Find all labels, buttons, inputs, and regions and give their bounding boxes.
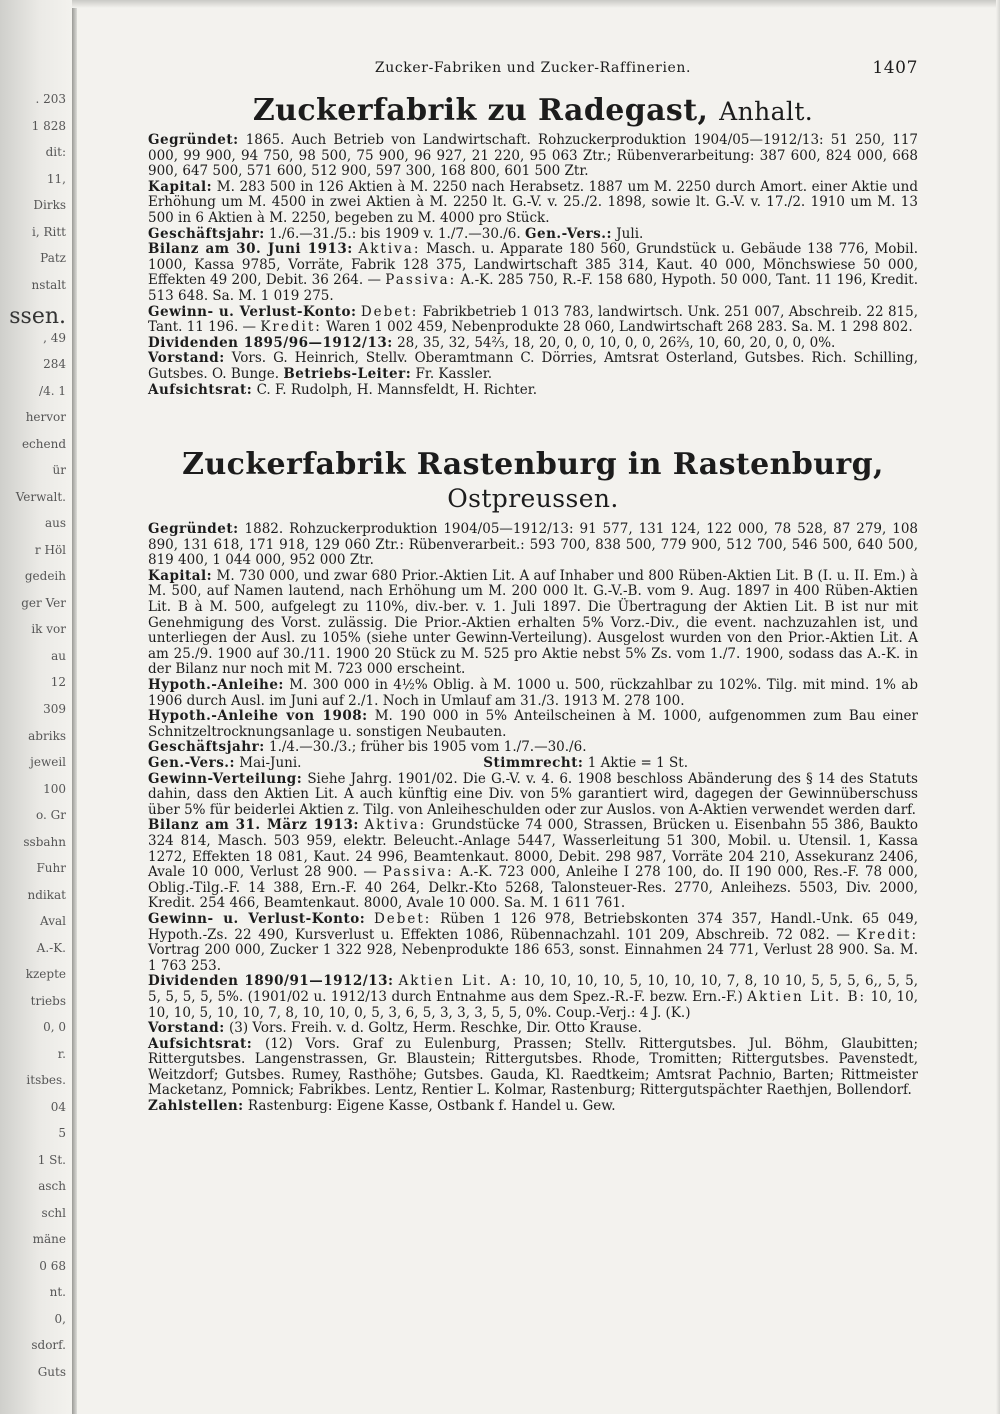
adjacent-page-fragment: Patz: [40, 251, 66, 265]
adjacent-page-fragment: ger Ver: [21, 596, 66, 610]
entry-title-region: Anhalt.: [719, 97, 814, 126]
section-text: 1882. Rohzuckerproduktion 1904/05—1912/13: 91 577, 131 124, 122 000, 78 528, 87 279, 108 890, 131 618, 171 918, 129 060 Ztr.: Rübenverarbeit.: 593 700, 838 500, 779 900, 512 700, 546 500, 640 500, 819 400, 1 044 000, 952 000 Ztr.: [148, 521, 919, 569]
section-text: Fr. Kassler.: [415, 365, 492, 382]
adjacent-page-fragment: Guts: [37, 1365, 66, 1379]
section-geschaeftsjahr: [148, 227, 918, 243]
running-head-title: Zucker-Fabriken und Zucker-Raffinerien.: [374, 60, 692, 76]
section-label: Geschäftsjahr:: [148, 225, 265, 242]
adjacent-page-fragment: r.: [57, 1047, 66, 1061]
div-b-label: Aktien Lit. B:: [747, 988, 867, 1005]
adjacent-page-fragment: Dirks: [33, 198, 66, 212]
section-label: Bilanz am 30. Juni 1913:: [148, 241, 353, 258]
entry-title: [148, 448, 918, 514]
section-gewinn-verlust: [148, 912, 918, 974]
section-aufsichtsrat: [148, 383, 918, 399]
stimmrecht-group: [483, 756, 688, 772]
adjacent-page-fragment: triebs: [30, 994, 66, 1008]
adjacent-page-fragment: 1 St.: [37, 1153, 66, 1167]
section-text: (3) Vors. Freih. v. d. Goltz, Herm. Reschke, Dir. Otto Krause.: [228, 1020, 642, 1037]
section-label: Kapital:: [148, 567, 213, 584]
section-text: 1./6.—31./5.: bis 1909 v. 1./7.—30./6.: [268, 225, 521, 242]
section-label: Gewinn- u. Verlust-Konto:: [148, 303, 357, 320]
genvers-group: [148, 756, 301, 772]
section-aufsichtsrat: [148, 1037, 918, 1099]
adjacent-page-fragment: schl: [41, 1206, 66, 1220]
aktiva-label: Aktiva:: [364, 817, 427, 834]
adjacent-page-fragment: ür: [52, 463, 66, 477]
section-label: Stimmrecht:: [483, 755, 584, 771]
adjacent-page-fragment: Aval: [40, 914, 66, 928]
section-text: A.-K. 285 750, R.-F. 158 680, Hypoth. 50 000, Tant. 11 196, Kredit. 513 648. Sa. M. 1 019 275.: [148, 272, 919, 304]
section-label: Vorstand:: [148, 350, 225, 367]
adjacent-page-fragment: 284: [43, 357, 66, 371]
adjacent-page-fragment: . 203: [35, 92, 66, 106]
debet-label: Debet:: [373, 910, 432, 927]
adjacent-page-fragment: 0 68: [39, 1259, 66, 1273]
page-number: 1407: [872, 58, 918, 78]
debet-label: Debet:: [360, 303, 419, 320]
section-label: Gen.-Vers.:: [524, 225, 612, 242]
section-kapital: [148, 569, 918, 678]
adjacent-page-fragment: jeweil: [30, 755, 66, 769]
section-hypoth-anleihe-1908: [148, 709, 918, 740]
section-kapital: [148, 180, 918, 227]
section-label: Dividenden 1895/96—1912/13:: [148, 334, 393, 351]
section-text: 1./4.—30./3.; früher bis 1905 vom 1./7.—30./6.: [268, 739, 587, 756]
section-text: Fabrikbetrieb 1 013 783, landwirtsch. Unk. 251 007, Abschreib. 22 815, Tant. 11 196. —: [148, 303, 919, 336]
section-text: M. 730 000, und zwar 680 Prior.-Aktien Lit. A auf Inhaber und 800 Rüben-Aktien Lit. B (I. u. II. Em.) à M. 500, auf Namen lautend, nach Erhöhung um M. 200 000 lt. G.-V.-B. vom 9. Aug. 1897 in 400 Rüben-Aktien Lit. B à M. 500, aufgelegt zu 110%, div.-ber. v. 1. Juli 1897. Die Übertragung der Aktien Lit. B ist nur mit Genehmigung des Vorst. zulässig. Die Prior.-Aktien erhalten 5% Vorz.-Div., die event. nachzuzahlen ist, und unterliegen der Ausl. zu 105% (siehe unter Gewinn-Verteilung). Ausgelost wurden von den Prior.-Aktien Lit. A am 25./9. 1900 auf 30./11. 1900 20 Stück zu M. 525 pro Aktie nebst 5% Zs. vom 1./7. 1900, sodass das A.-K. in der Bilanz nur noch mit M. 723 000 erscheint.: [148, 567, 918, 678]
section-text: 28, 35, 32, 54⅔, 18, 20, 0, 0, 10, 0, 0, 26⅔, 10, 60, 20, 0, 0, 0%.: [397, 334, 836, 351]
section-label: Betriebs-Leiter:: [283, 365, 412, 382]
adjacent-page-fragment: 309: [43, 702, 66, 716]
adjacent-page-fragment: hervor: [25, 410, 66, 424]
section-text: Vortrag 200 000, Zucker 1 322 928, Nebenprodukte 186 653, sonst. Einnahmen 24 771, Verlust 28 900. Sa. M. 1 763 253.: [148, 942, 918, 974]
section-text: Rüben 1 126 978, Betriebskonten 374 357, Handl.-Unk. 65 049, Hypoth.-Zs. 22 490, Kursverlust u. Effekten 1086, Rübennachzahl. 101 209, Abschreib. 72 082. —: [148, 910, 918, 943]
section-label: Aufsichtsrat:: [148, 1035, 253, 1052]
section-text: Waren 1 002 459, Nebenprodukte 28 060, Landwirtschaft 268 283. Sa. M. 1 298 802.: [326, 319, 913, 336]
adjacent-page-fragment: ssen.: [9, 304, 66, 329]
section-dividenden: [148, 336, 918, 352]
adjacent-page-fragment: au: [51, 649, 66, 663]
adjacent-page-fragment: gedeih: [24, 569, 66, 583]
section-text: C. F. Rudolph, H. Mannsfeldt, H. Richter.: [256, 381, 537, 398]
adjacent-page-fragment: ik vor: [31, 622, 66, 636]
passiva-label: Passiva:: [385, 272, 457, 289]
adjacent-page-fragment: sdorf.: [31, 1338, 66, 1352]
adjacent-page-fragment: /4. 1: [39, 384, 66, 398]
section-label: Aufsichtsrat:: [148, 381, 253, 398]
page-right-edge: [996, 0, 1000, 1414]
adjacent-page-strip: [0, 0, 72, 1414]
section-text: 1865. Auch Betrieb von Landwirtschaft. Rohzuckerproduktion 1904/05—1912/13: 51 250, 117 000, 99 900, 94 750, 98 500, 75 900, 96 927, 21 220, 95 063 Ztr.; Rübenverarbeitung: 387 600, 824 000, 668 900, 647 500, 571 600, 512 900, 597 300, 168 800, 601 500 Ztr.: [148, 132, 918, 180]
adjacent-page-fragment: 04: [50, 1100, 66, 1114]
section-genvers-stimmrecht: [148, 756, 918, 772]
adjacent-page-fragment: ssbahn: [23, 835, 66, 849]
entry-title-region: Ostpreussen.: [447, 484, 619, 514]
page-top-edge: [72, 0, 1000, 8]
section-gewinn-verteilung: [148, 772, 918, 819]
book-gutter: [72, 0, 77, 1414]
adjacent-page-fragment: o. Gr: [36, 808, 66, 822]
section-text: 10, 10, 10, 10, 5, 10, 10, 7, 8, 10, 10, 0, 5, 3, 6, 5, 3, 3, 3, 5, 5, 0%. Coup.-Verj.: 4 J. (K.): [148, 988, 918, 1021]
adjacent-page-fragment: A.-K.: [36, 941, 66, 955]
adjacent-page-fragment: itsbes.: [26, 1073, 66, 1087]
kredit-label: Kredit:: [260, 319, 322, 336]
div-a-label: Aktien Lit. A:: [398, 973, 519, 990]
section-label: Geschäftsjahr:: [148, 739, 265, 756]
adjacent-page-fragment: 11,: [46, 172, 66, 186]
entry-rastenburg: [148, 448, 918, 1115]
adjacent-page-fragment: nstalt: [31, 278, 66, 292]
section-label: Hypoth.-Anleihe:: [148, 677, 284, 694]
section-geschaeftsjahr: [148, 740, 918, 756]
section-label: Gegründet:: [148, 132, 239, 148]
adjacent-page-fragment: mäne: [32, 1232, 66, 1246]
section-text: Vors. G. Heinrich, Stellv. Oberamtmann C. Dörries, Amtsrat Osterland, Gutsbes. Rich. Schilling, Gutsbes. O. Bunge.: [148, 350, 918, 382]
section-text: Mai-Juni.: [239, 755, 302, 771]
section-label: Zahlstellen:: [148, 1098, 244, 1115]
section-text: M. 283 500 in 126 Aktien à M. 2250 nach Herabsetz. 1887 um M. 2250 durch Amort. einer Aktie und Erhöhung um M. 4500 in zwei Aktien à M. 2250 lt. G.-V. v. 25./2. 1898, sowie lt. G.-V. v. 17./2. 1910 um M. 13 500 in 6 Aktien à M. 2250, begeben zu M. 4000 pro Stück.: [148, 178, 919, 226]
adjacent-page-fragment: Verwalt.: [15, 490, 66, 504]
adjacent-page-fragment: nt.: [49, 1285, 66, 1299]
section-label: Gewinn- u. Verlust-Konto:: [148, 910, 366, 927]
adjacent-page-fragment: 12: [50, 675, 66, 689]
section-vorstand: [148, 1021, 918, 1037]
section-text: A.-K. 723 000, Anleihe I 278 100, do. II 190 000, Res.-F. 78 000, Oblig.-Tilg.-F. 14 388, Ern.-F. 40 264, Delkr.-Kto 5268, Talonsteuer-Res. 2770, Anleihezs. 5503, Div. 2000, Kredit. 254 466, Beamtenkaut. 8000, Avale 10 000. Sa. M. 1 611 761.: [148, 864, 919, 912]
section-label: Gen.-Vers.:: [148, 755, 235, 771]
section-label: Hypoth.-Anleihe von 1908:: [148, 708, 368, 725]
section-label: Dividenden 1890/91—1912/13:: [148, 973, 394, 990]
section-text: Rastenburg: Eigene Kasse, Ostbank f. Handel u. Gew.: [247, 1098, 616, 1115]
section-label: Gegründet:: [148, 521, 239, 538]
aktiva-label: Aktiva:: [358, 241, 421, 258]
section-label: Kapital:: [148, 178, 213, 195]
kredit-label: Kredit:: [856, 926, 919, 943]
adjacent-page-fragment: kzepte: [25, 967, 66, 981]
passiva-label: Passiva:: [382, 864, 454, 881]
running-head: [148, 58, 918, 88]
section-text: 10, 10, 10, 10, 5, 10, 10, 10, 7, 8, 10 10, 5, 5, 5, 6,, 5, 5, 5, 5, 5, 5, 5%. (1901/02 u. 1912/13 durch Entnahme aus dem Spez.-R.-F. bezw. Ern.-F.): [148, 973, 919, 1005]
entry-title: [148, 94, 918, 127]
adjacent-page-fragment: asch: [38, 1179, 66, 1193]
adjacent-page-fragment: dit:: [45, 145, 66, 159]
adjacent-page-fragment: i, Ritt: [32, 225, 66, 239]
adjacent-page-fragment: 0,: [54, 1312, 66, 1326]
section-label: Bilanz am 31. März 1913:: [148, 817, 359, 834]
section-dividenden: [148, 974, 918, 1021]
section-zahlstellen: [148, 1099, 918, 1115]
section-gegruendet: [148, 133, 918, 180]
section-hypoth-anleihe: [148, 678, 918, 709]
section-text: (12) Vors. Graf zu Eulenburg, Prassen; Stellv. Rittergutsbes. Jul. Böhm, Glaubitten; Rittergutsbes. Langenstrassen, Gr. Blaustein; Rittergutsbes. Rhode, Tromitten; Rittergutsbes. Pavenstedt, Weitzdorf; Gutsbes. Rumey, Rasthöhe; Gutsbes. Gauda, Kl. Raedtkeim; Amtsrat Pachnio, Barten; Rittmeister Macketanz, Pomnick; Fabrikbes. Lentz, Rentier L. Kolmar, Rastenburg; Rittergutspächter Raethjen, Bollendorf.: [148, 1035, 919, 1099]
entry-title-name: Zuckerfabrik zu Radegast,: [252, 93, 709, 128]
adjacent-page-fragment: 100: [43, 782, 66, 796]
adjacent-page-fragment: 0, 0: [43, 1020, 66, 1034]
adjacent-page-fragment: , 49: [43, 331, 66, 345]
section-text: Masch. u. Apparate 180 560, Grundstück u. Gebäude 138 776, Mobil. 1000, Kassa 9785, Vorräte, Fabrik 128 375, Landwirtschaft 385 314, Kaut. 40 000, Mönchswiese 50 000, Effekten 49 200, Debit. 36 264. —: [148, 241, 918, 289]
section-vorstand: [148, 351, 918, 382]
adjacent-page-fragment: Fuhr: [36, 861, 66, 875]
section-label: Gewinn-Verteilung:: [148, 770, 303, 787]
adjacent-page-fragment: aus: [44, 516, 66, 530]
section-text: 1 Aktie = 1 St.: [587, 755, 688, 771]
adjacent-page-fragment: abriks: [28, 729, 66, 743]
adjacent-page-fragment: 5: [58, 1126, 66, 1140]
section-text: M. 300 000 in 4½% Oblig. à M. 1000 u. 500, rückzahlbar zu 102%. Tilg. mit mind. 1% ab 1906 durch Ausl. im Juni auf 2./1. Noch in Umlauf am 31./3. 1913 M. 278 100.: [148, 677, 918, 709]
section-gewinn-verlust: [148, 305, 918, 336]
section-text: Grundstücke 74 000, Strassen, Brücken u. Eisenbahn 55 386, Baukto 324 814, Masch. 503 959, elektr. Beleucht.-Anlage 5447, Wasserleitung 51 300, Mobil. u. Utensil. 1, Kassa 1272, Effekten 18 081, Kaut. 24 996, Beamtenkaut. 8000, Debit. 298 987, Vorräte 204 210, Assekuranz 2406, Avale 10 000, Verlust 28 900. —: [148, 817, 918, 881]
section-bilanz: [148, 242, 918, 304]
adjacent-page-fragment: echend: [21, 437, 66, 451]
adjacent-page-fragment: 1 828: [31, 119, 66, 133]
section-text: M. 190 000 in 5% Anteilscheinen à M. 1000, aufgenommen zum Bau einer Schnitzeltrocknungsanlage u. sonstigen Neubauten.: [148, 708, 918, 740]
section-bilanz: [148, 818, 918, 912]
section-text: Siehe Jahrg. 1901/02. Die G.-V. v. 4. 6. 1908 beschloss Abänderung des § 14 des Statuts dahin, dass den Aktien Lit. A auch künftig eine Div. von 5% garantiert wird, dagegen der Gewinnüberschuss über 5% für beiderlei Aktien z. Tilg. von Anleiheschulden oder zur Auslos. von A-Aktien verwendet werden darf.: [148, 770, 918, 818]
entry-title-name: Zuckerfabrik Rastenburg in Rastenburg,: [182, 447, 884, 483]
section-label: Vorstand:: [148, 1020, 225, 1037]
adjacent-page-fragment: ndikat: [27, 888, 66, 902]
section-text: Juli.: [616, 225, 644, 242]
page: [148, 58, 918, 1115]
entry-radegast: [148, 94, 918, 398]
adjacent-page-fragment: r Höl: [34, 543, 66, 557]
section-gegruendet: [148, 522, 918, 569]
